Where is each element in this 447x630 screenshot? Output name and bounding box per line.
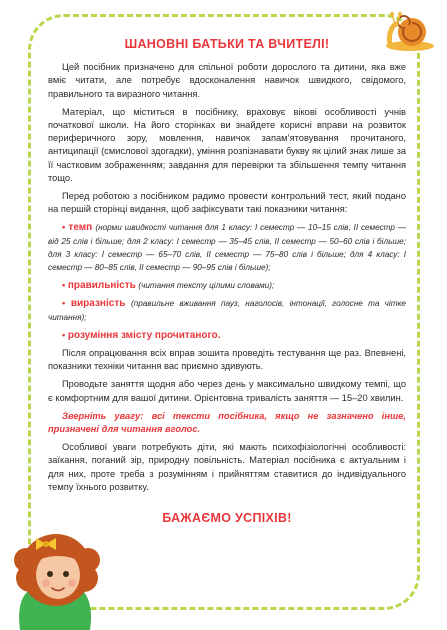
bullet-note: (норми швидкості читання для 1 класу: I семестр — 10–15 слів, II семестр — від 25 слів і більше; для 2 класу: I семестр — 35–45 слів, II семестр — 50–60 слів і більше; для 3 класу: I семестр — 65–70 слів, II семестр — 75–80 слів і більше; для 4 класу: I семестр — 80–85 слів, II семестр — 90–95 слів і більше);: [48, 223, 406, 273]
intro-paragraph: Цей посібник призначено для спільної роботи дорослого та дитини, яка вже вміє читати, але потребує вдосконалення навичок швидкого, свідомого, правильного та виразного читання.: [48, 62, 406, 99]
special-needs-paragraph: Особливої уваги потребують діти, які мають психофізіологічні особливості: заїкання, поганий зір, природну повільність. Матеріал посібника є актуальним і для них, проте треба з розумінням і прийняттям ставитися до індивідуального темпу їхнього розвитку.: [48, 442, 406, 492]
page-title: ШАНОВНІ БАТЬКИ ТА ВЧИТЕЛІ!: [124, 37, 330, 51]
bullet-correctness: [48, 279, 406, 292]
bullet-expressiveness: [48, 297, 406, 323]
retest-paragraph: Після опрацювання всіх вправ зошита проведіть тестування ще раз. Впевнені, показники техніки читання вас приємно здивують.: [48, 348, 406, 372]
test-paragraph: Перед роботою з посібником радимо провести контрольний тест, який подано на першій сторінці видання, щоб зафіксувати такі показники читання:: [48, 191, 406, 215]
closing-wish: БАЖАЄМО УСПІХІВ!: [162, 511, 292, 526]
bullet-icon: •: [62, 329, 66, 340]
bullet-understanding: [48, 329, 406, 342]
document-body: [48, 28, 406, 525]
girl-illustration: [6, 520, 106, 630]
bullet-note: (правильне вживання пауз, наголосів, інтонації, голосне та чітке читання);: [48, 299, 406, 322]
bullet-icon: •: [62, 280, 66, 291]
bullet-key: виразність: [70, 298, 126, 310]
bullet-key: темп: [68, 222, 93, 234]
bullet-icon: •: [62, 298, 66, 309]
bullet-icon: •: [62, 222, 66, 233]
bullet-tempo: [48, 221, 406, 274]
schedule-paragraph: Проводьте заняття щодня або через день у максимально швидкому темпі, що є комфортним для вашої дитини. Орієнтовна тривалість заняття — 15–20 хвилин.: [48, 379, 406, 403]
bullet-note: (читання тексту цілими словами);: [138, 281, 275, 291]
bullet-key: розуміння змісту прочитаного.: [67, 329, 221, 341]
bullet-key: правильність: [67, 280, 136, 292]
attention-note: Зверніть увагу: всі тексти посібника, якщо не зазначено інше, призначені для читання вголос.: [48, 410, 406, 435]
material-paragraph: Матеріал, що міститься в посібнику, враховує вікові особливості учнів початкової школи. На його сторінках ви знайдете корисні вправи на розвиток периферичного зору, мовлення, навичок запам’ятовування прочитаного, антиципації (смислової здогадки), уміння розпізнавати букву як цілий знак лише за її частковим зображенням; завдання для перевірки та збільшення темпу читання тощо.: [48, 106, 406, 183]
